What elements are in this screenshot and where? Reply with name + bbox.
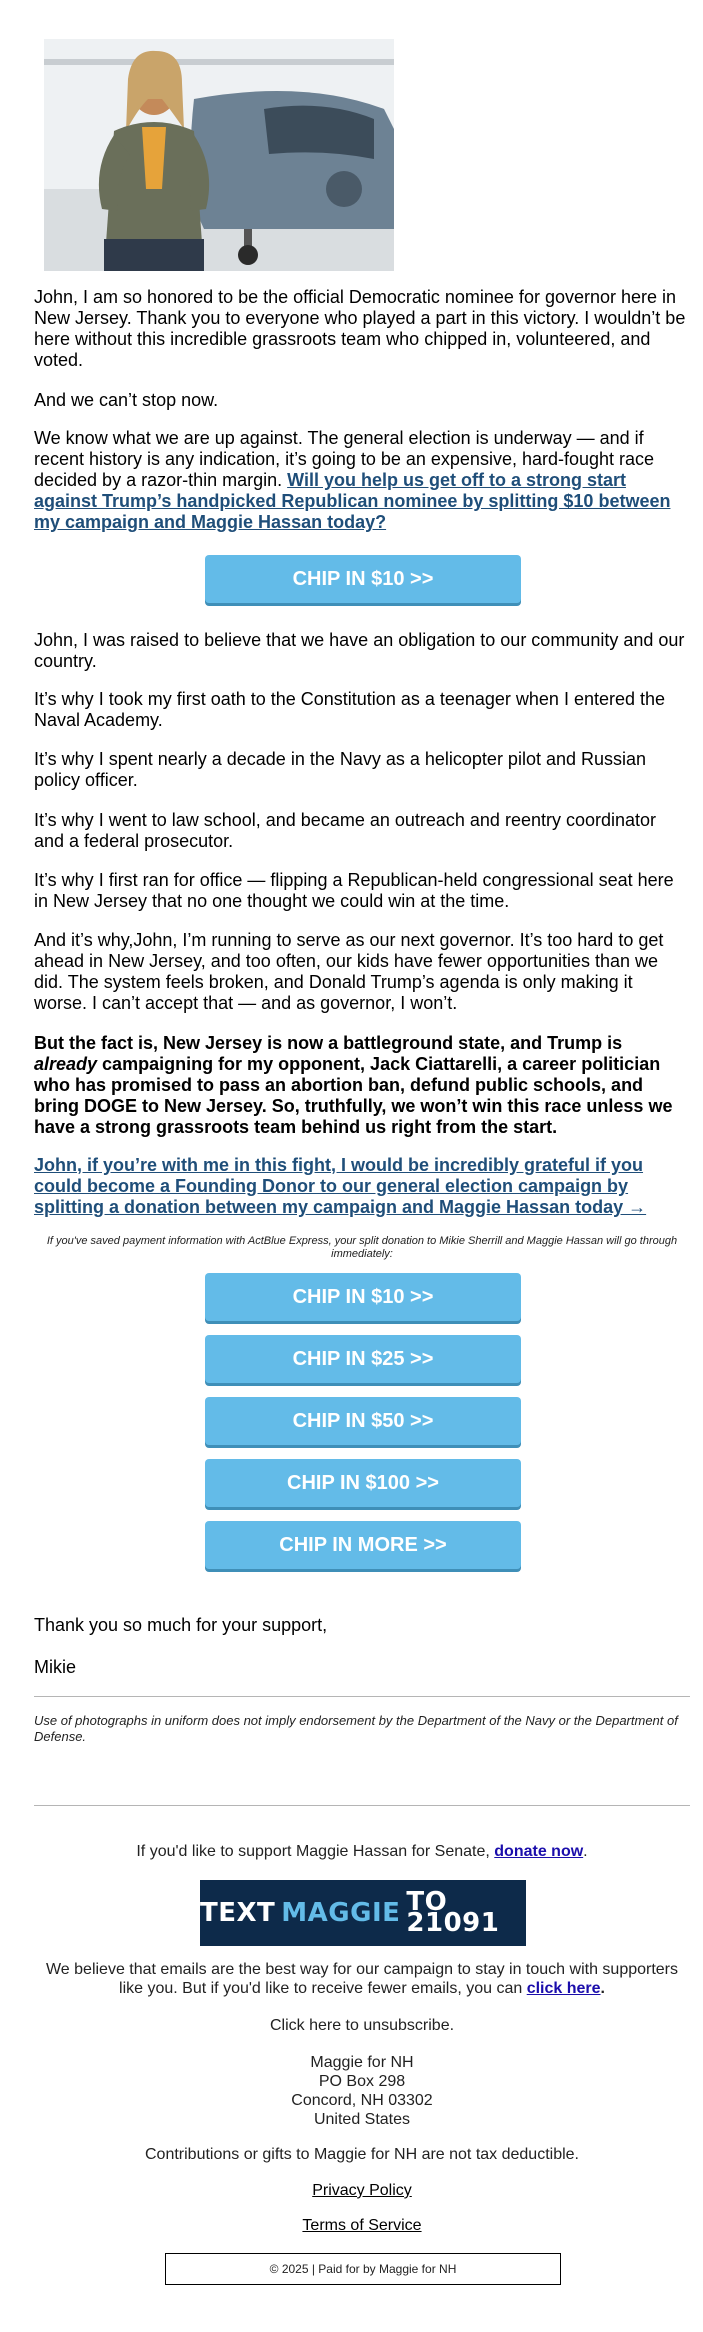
hero-illustration	[44, 39, 394, 271]
actblue-express-note: If you've saved payment information with ActBlue Express, your split donation to Mikie Sherrill and Maggie Hassan will go through immediately:	[46, 1235, 678, 1260]
text-banner-highlight: MAGGIE	[281, 1897, 401, 1928]
fewer-emails-link[interactable]: click here	[526, 1980, 601, 1997]
chip-in-100-button[interactable]: CHIP IN $100 >>	[205, 1459, 521, 1507]
story-paragraph-7-a: But the fact is, New Jersey is now a battleground state, and Trump is	[34, 1033, 623, 1053]
story-paragraph-3: It’s why I spent nearly a decade in the Navy as a helicopter pilot and Russian policy officer.	[34, 749, 647, 790]
navy-disclaimer: Use of photographs in uniform does not imply endorsement by the Department of the Navy or the Department of Defense.	[34, 1713, 678, 1744]
text-maggie-banner[interactable]	[200, 1880, 526, 1946]
hero-photo	[44, 39, 394, 271]
intro-paragraph-3	[34, 428, 690, 533]
hassan-support-end: .	[583, 1843, 588, 1860]
address-line-3: Concord, NH 03302	[291, 2092, 433, 2109]
unsubscribe-link[interactable]: Click here to unsubscribe.	[269, 2017, 455, 2034]
story-paragraph-1: John, I was raised to believe that we have an obligation to our community and our country.	[34, 630, 685, 671]
founding-donor-link[interactable]: John, if you’re with me in this fight, I would be incredibly grateful if you could become a Founding Donor to our general election campaign by splitting a donation between my campaign and Maggie Hassan today →	[34, 1155, 647, 1217]
story-paragraph-7-b: campaigning for my opponent, Jack Ciattarelli, a career politician who has promised to pass an abortion ban, defund public schools, and bring DOGE to New Jersey. So, truthfully, we won’t win this race unless we have a strong grassroots team behind us right from the start.	[34, 1054, 673, 1137]
text-banner-part2: TO 21091	[406, 1887, 500, 1938]
privacy-line	[34, 2181, 690, 2200]
hassan-support-text: If you'd like to support Maggie Hassan for Senate,	[136, 1843, 495, 1860]
story-paragraph-8	[34, 1155, 690, 1218]
chip-in-more-button[interactable]: CHIP IN MORE >>	[205, 1521, 521, 1569]
chip-in-50-button[interactable]: CHIP IN $50 >>	[205, 1397, 521, 1445]
chip-in-10-button-top[interactable]: CHIP IN $10 >>	[205, 555, 521, 603]
chip-in-10-button[interactable]: CHIP IN $10 >>	[205, 1273, 521, 1321]
intro-paragraph-3-text: We know what we are up against. The general election is underway — and if recent history is any indication, it’s going to be an expensive, hard-fought race decided by a razor-thin margin.	[34, 428, 655, 490]
address-line-4: United States	[313, 2111, 411, 2128]
terms-of-service-link[interactable]: Terms of Service	[302, 2217, 422, 2234]
signature: Mikie	[34, 1657, 77, 1677]
split-donation-link[interactable]: Will you help us get off to a strong start against Trump’s handpicked Republican nominee by splitting $10 between my campaign and Maggie Hassan today?	[34, 470, 671, 532]
email-frequency-note	[34, 1960, 690, 1998]
privacy-policy-link[interactable]: Privacy Policy	[312, 2182, 412, 2199]
address-line-2: PO Box 298	[318, 2073, 406, 2090]
terms-line	[34, 2216, 690, 2235]
text-banner-part1: TEXT	[200, 1897, 276, 1928]
donate-now-link[interactable]: donate now	[494, 1843, 584, 1860]
address-line-1: Maggie for NH	[310, 2054, 414, 2071]
divider-2	[34, 1805, 690, 1806]
story-paragraph-4: It’s why I went to law school, and became an outreach and reentry coordinator and a federal prosecutor.	[34, 810, 657, 851]
intro-paragraph-2: And we can’t stop now.	[34, 390, 219, 410]
mailing-address	[34, 2053, 690, 2129]
story-paragraph-7-emphasis: already	[34, 1054, 98, 1074]
email-frequency-end: .	[600, 1980, 605, 1997]
hassan-support-line	[34, 1842, 690, 1861]
email-frequency-text: We believe that emails are the best way for our campaign to stay in touch with supporters like you. But if you'd like to receive fewer emails, you can	[45, 1961, 679, 1997]
closing-thanks: Thank you so much for your support,	[34, 1615, 328, 1635]
chip-in-25-button[interactable]: CHIP IN $25 >>	[205, 1335, 521, 1383]
story-paragraph-5: It’s why I first ran for office — flipping a Republican-held congressional seat here in New Jersey that no one thought we could win at the time.	[34, 870, 674, 911]
paid-for-box: © 2025 | Paid for by Maggie for NH	[165, 2253, 561, 2285]
story-paragraph-2: It’s why I took my first oath to the Constitution as a teenager when I entered the Naval Academy.	[34, 689, 666, 730]
tax-deductible-note: Contributions or gifts to Maggie for NH are not tax deductible.	[145, 2146, 579, 2163]
divider-1	[34, 1696, 690, 1697]
story-paragraph-7	[34, 1033, 690, 1138]
story-paragraph-6: And it’s why,John, I’m running to serve as our next governor. It’s too hard to get ahead in New Jersey, and too often, our kids have fewer opportunities than we did. The system feels broken, and Donald Trump’s agenda is only making it worse. I can’t accept that — and as governor, I won’t.	[34, 930, 664, 1013]
intro-paragraph-1: John, I am so honored to be the official Democratic nominee for governor here in New Jersey. Thank you to everyone who played a part in this victory. I wouldn’t be here without this incredible grassroots team who chipped in, volunteered, and voted.	[34, 287, 686, 370]
